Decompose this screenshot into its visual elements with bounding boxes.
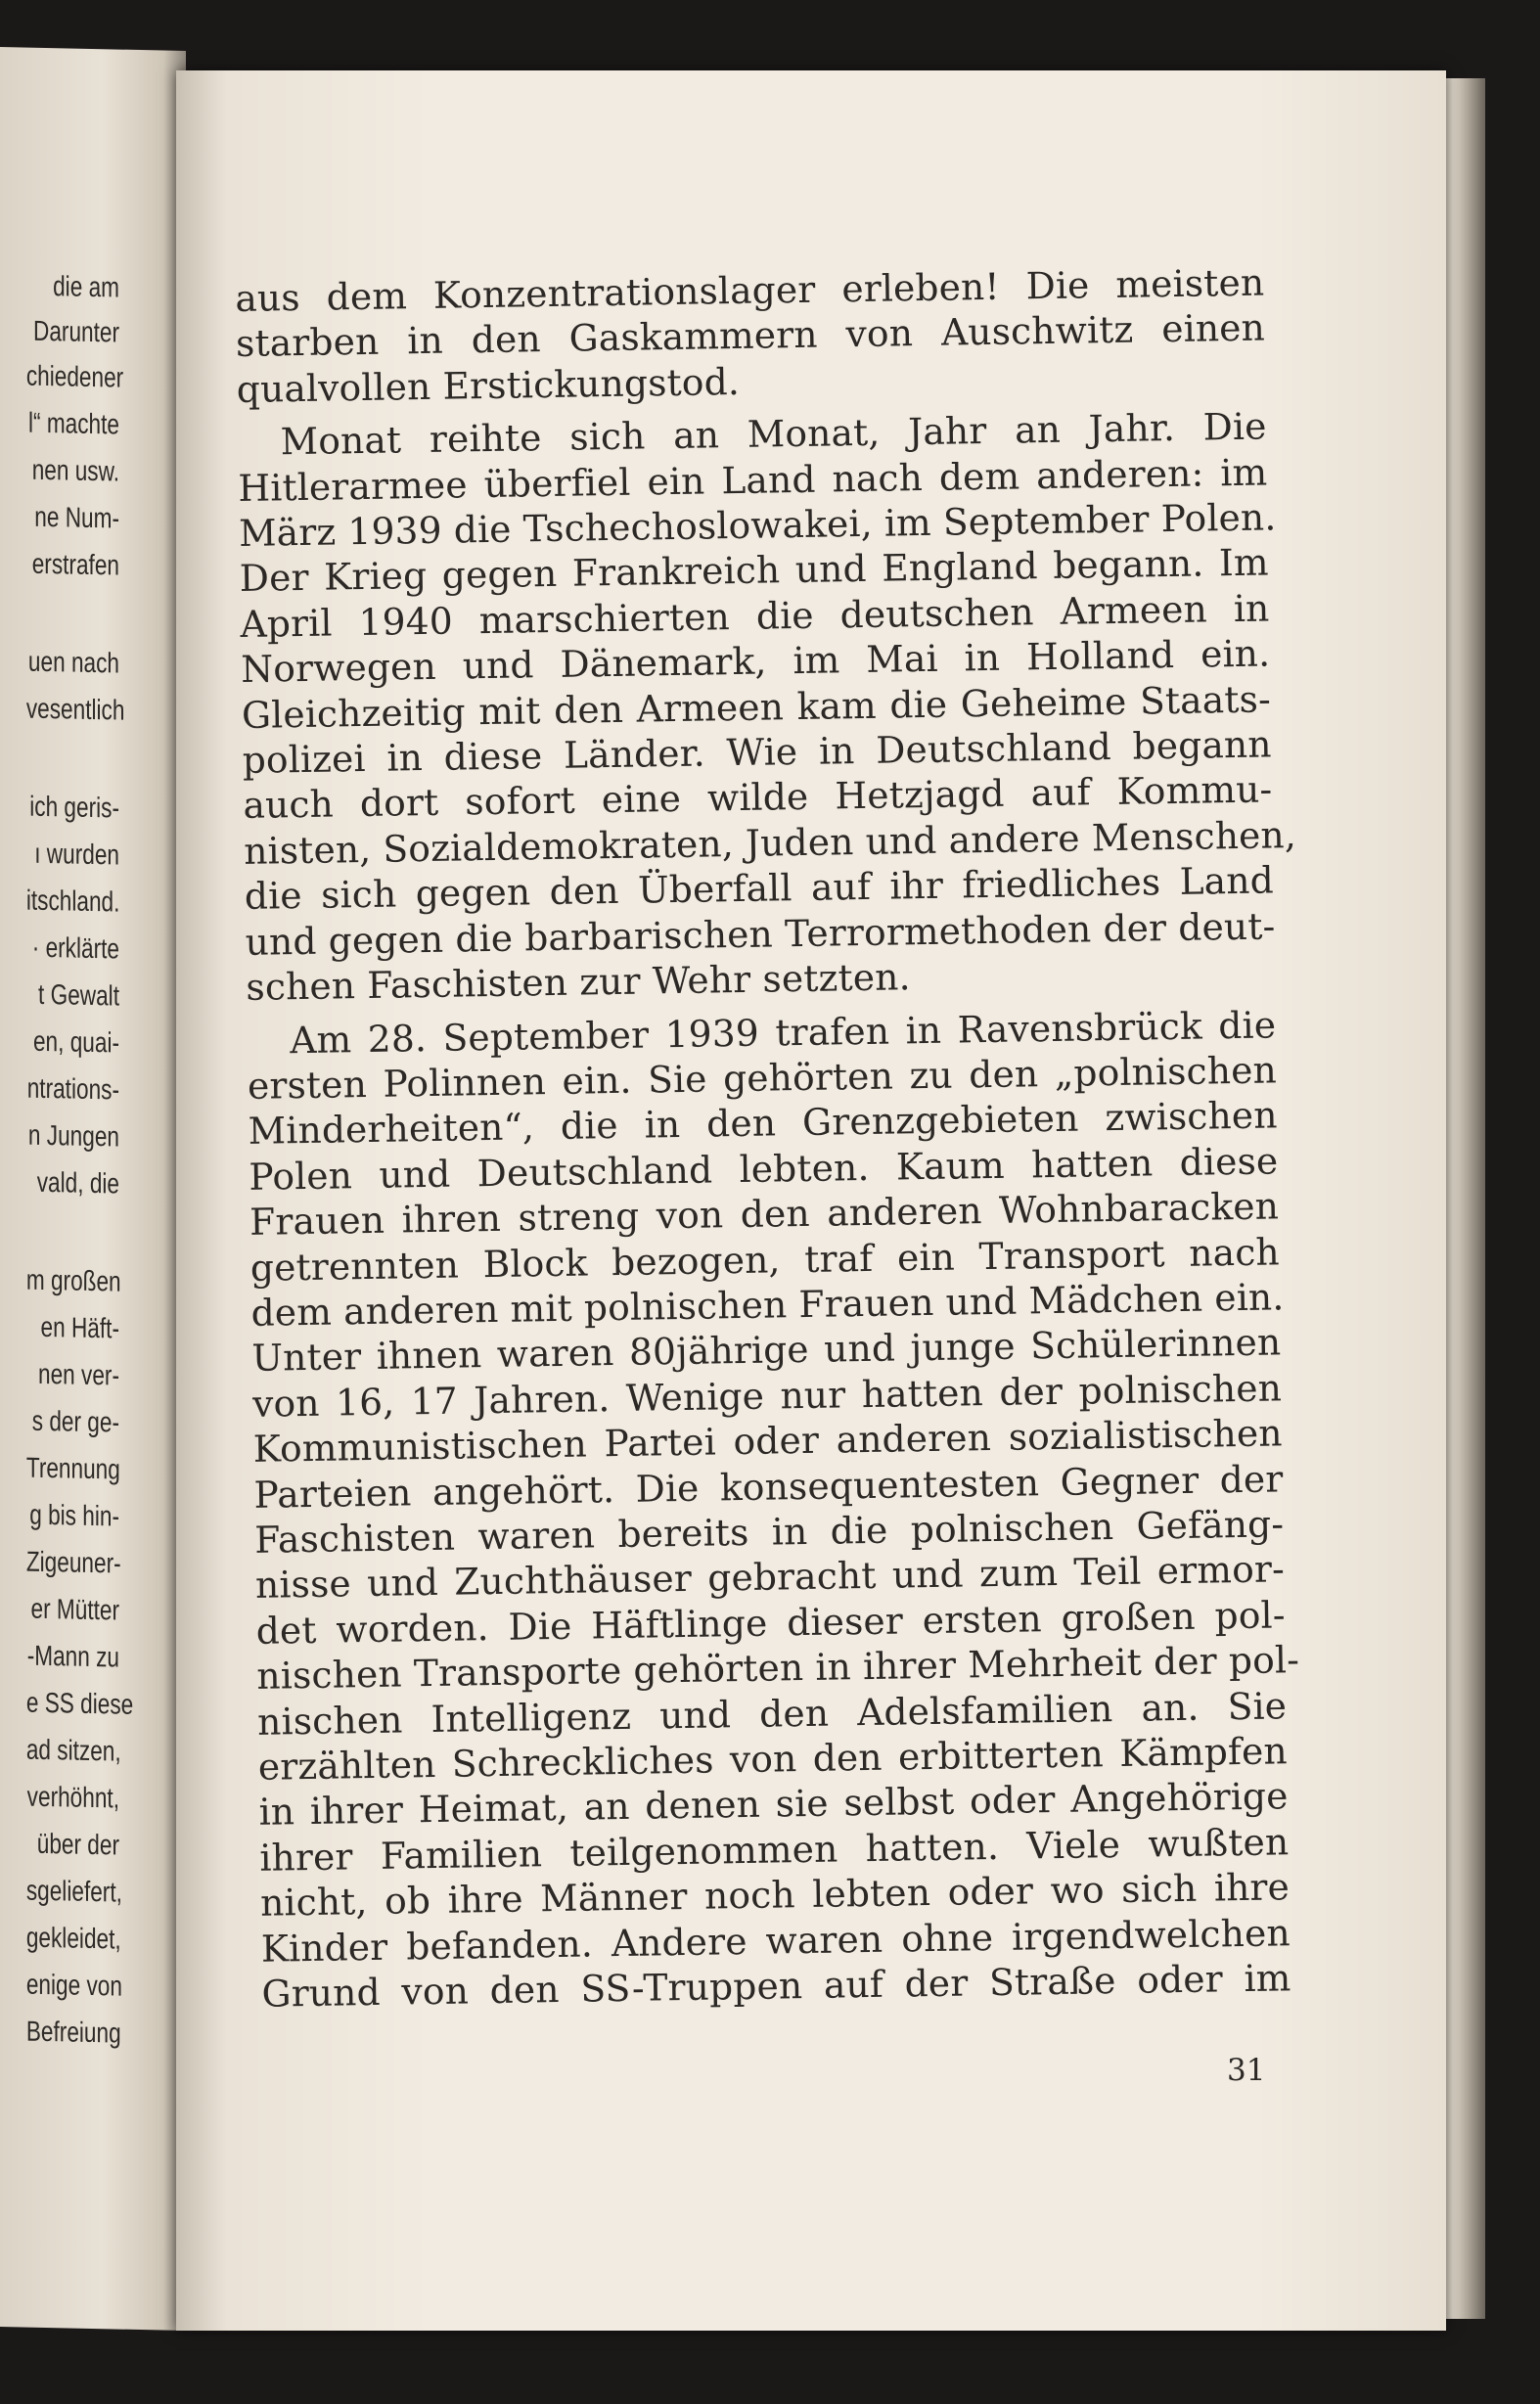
text-line: dem anderen mit polnischen Frauen und Mädchen ein.	[250, 1275, 1285, 1335]
left-fragment: verhöhnt,	[26, 1781, 120, 1815]
text-line: det worden. Die Häftlinge dieser ersten großen pol-	[255, 1593, 1286, 1653]
text-line: März 1939 die Tschechoslowakei, im September Polen.	[238, 495, 1277, 555]
text-line: Der Krieg gegen Frankreich und England begann. Im	[239, 540, 1270, 601]
text-line: Kommunistischen Partei oder anderen sozialistischen	[252, 1411, 1284, 1472]
left-fragment: nen usw.	[31, 454, 119, 488]
body-text	[235, 259, 1300, 2017]
text-line: Am 28. September 1939 trafen in Ravensbrück die	[289, 1002, 1277, 1062]
text-line: nischen Transporte gehörten in ihrer Mehrheit der pol-	[256, 1638, 1300, 1699]
text-line: schen Faschisten zur Wehr setzten.	[246, 955, 911, 1010]
left-fragment: -Mann zu	[26, 1640, 120, 1674]
text-line: nisten, Sozialdemokraten, Juden und andere Menschen,	[243, 812, 1297, 873]
left-fragment: m großen	[25, 1264, 121, 1298]
left-fragment: vesentlich	[25, 693, 125, 727]
text-line: Norwegen und Dänemark, im Mai in Holland ein.	[240, 631, 1271, 692]
left-fragment: gekleidet,	[25, 1922, 121, 1956]
left-fragment: en Häft-	[40, 1311, 119, 1345]
left-fragment: chiedener	[25, 360, 124, 394]
text-line: Kinder befanden. Andere waren ohne irgendwelchen	[260, 1910, 1291, 1971]
left-fragment: nen ver-	[38, 1358, 119, 1392]
left-fragment: itschland.	[25, 884, 120, 919]
left-fragment: ntrations-	[26, 1072, 120, 1107]
text-line: Gleichzeitig mit den Armeen kam die Geheime Staats-	[241, 677, 1272, 737]
left-fragment: ı wurden	[34, 838, 119, 872]
text-line: nisse und Zuchthäuser gebracht und zum Teil ermor-	[254, 1547, 1286, 1608]
text-line: in ihrer Heimat, an denen sie selbst oder Angehörige	[258, 1774, 1289, 1835]
text-line: Grund von den SS-Truppen auf der Straße oder im	[261, 1956, 1291, 2016]
text-line: Monat reihte sich an Monat, Jahr an Jahr. Die	[280, 404, 1267, 464]
left-fragment: enige von	[25, 1969, 122, 2003]
left-fragment: über der	[36, 1828, 119, 1862]
left-fragment: die am	[53, 271, 119, 304]
left-fragment: l“ machte	[27, 407, 119, 441]
text-line: ersten Polinnen ein. Sie gehörten zu den „polnischen	[247, 1048, 1278, 1108]
left-fragment: n Jungen	[27, 1119, 120, 1154]
left-fragment: g bis hin-	[29, 1499, 119, 1533]
left-fragment: s der ge-	[31, 1405, 120, 1439]
text-line: Unter ihnen waren 80jährige und junge Schülerinnen	[251, 1320, 1282, 1381]
text-line: ihrer Familien teilgenommen hatten. Viele wußten	[259, 1820, 1290, 1880]
text-line: auch dort sofort eine wilde Hetzjagd auf Kommu-	[243, 767, 1273, 828]
page-number: 31	[1227, 2053, 1266, 2088]
text-line: nischen Intelligenz und den Adelsfamilien an. Sie	[256, 1683, 1288, 1744]
text-line: Faschisten waren bereits in die polnischen Gefäng-	[253, 1502, 1285, 1562]
left-fragment: erstrafen	[31, 548, 120, 582]
text-line: die sich gegen den Überfall auf ihr friedliches Land	[244, 858, 1275, 919]
text-line: Polen und Deutschland lebten. Kaum hatten diese	[249, 1139, 1279, 1199]
left-fragment: er Mütter	[30, 1593, 119, 1627]
left-fragment: ad sitzen,	[25, 1734, 121, 1768]
left-fragment: Trennung	[25, 1452, 120, 1486]
text-line: von 16, 17 Jahren. Wenige nur hatten der polnischen	[251, 1366, 1283, 1426]
left-fragment: e SS diese	[25, 1687, 134, 1721]
text-line: April 1940 marschierten die deutschen Armeen in	[240, 586, 1270, 646]
left-fragment: Zigeuner-	[25, 1546, 121, 1580]
text-line: Minderheiten“, die in den Grenzgebieten zwischen	[248, 1093, 1278, 1154]
text-line: nicht, ob ihre Männer noch lebten oder wo sich ihre	[259, 1865, 1291, 1926]
left-fragment: · erklärte	[31, 931, 119, 966]
left-fragment: sgeliefert,	[25, 1875, 122, 1909]
left-fragment: vald, die	[36, 1166, 119, 1201]
left-fragment: en, quai-	[32, 1025, 119, 1060]
text-line: Hitlerarmee überfiel ein Land nach dem anderen: im	[238, 450, 1268, 510]
text-line: qualvollen Erstickungstod.	[236, 359, 741, 411]
left-fragment: Befreiung	[25, 2016, 121, 2050]
left-fragment: t Gewalt	[38, 978, 119, 1013]
text-line: Parteien angehört. Die konsequentesten Gegner der	[253, 1456, 1284, 1517]
text-line: Frauen ihren streng von den anderen Wohnbaracken	[249, 1184, 1280, 1245]
text-line: aus dem Konzentrationslager erleben! Die meisten	[235, 260, 1265, 320]
left-page	[0, 47, 186, 2331]
text-line: getrennten Block bezogen, traf ein Transport nach	[249, 1229, 1281, 1290]
text-line: und gegen die barbarischen Terrormethoden der deut-	[245, 904, 1276, 964]
left-fragment: ne Num-	[34, 501, 119, 535]
text-line: starben in den Gaskammern von Auschwitz einen	[235, 305, 1266, 366]
text-line: erzählten Schreckliches von den erbitterten Kämpfen	[257, 1729, 1289, 1789]
left-fragment: ich geris-	[29, 791, 120, 825]
left-fragment: Darunter	[32, 315, 119, 349]
left-fragment: uen nach	[27, 646, 120, 680]
text-line: polizei in diese Länder. Wie in Deutschland begann	[242, 722, 1272, 782]
